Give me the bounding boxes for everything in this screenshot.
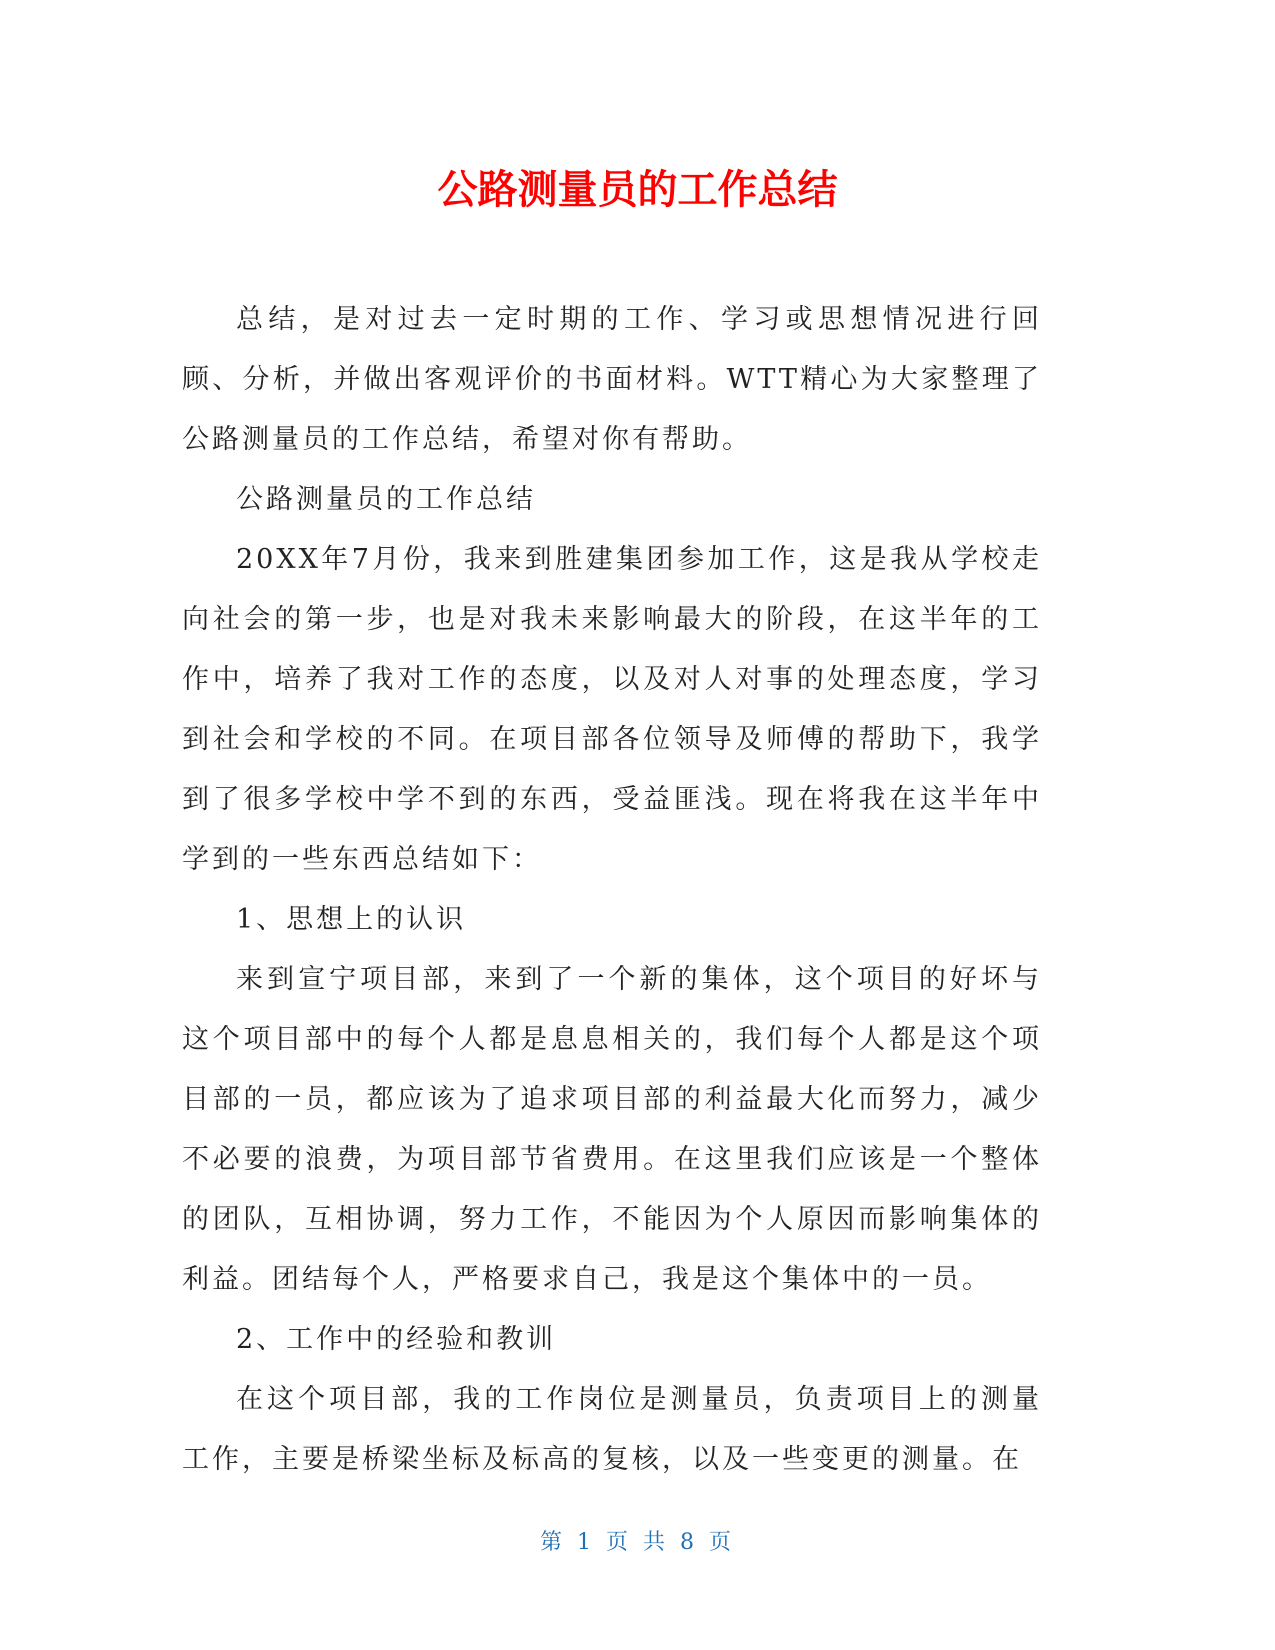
paragraph-intro: 总结，是对过去一定时期的工作、学习或思想情况进行回顾、分析，并做出客观评价的书面材料。WTT精心为大家整理了公路测量员的工作总结，希望对你有帮助。	[182, 304, 1042, 455]
page-number-footer: 第 1 页 共 8 页	[540, 1530, 735, 1555]
document-body	[182, 290, 1042, 1490]
paragraph-background: 20XX年7月份，我来到胜建集团参加工作，这是我从学校走向社会的第一步，也是对我未来影响最大的阶段，在这半年的工作中，培养了我对工作的态度，以及对人对事的处理态度，学习到社会和学校的不同。在项目部各位领导及师傅的帮助下，我学到了很多学校中学不到的东西，受益匪浅。现在将我在这半年中学到的一些东西总结如下：	[182, 544, 1042, 875]
paragraph-subtitle: 公路测量员的工作总结	[236, 484, 536, 515]
document-title: 公路测量员的工作总结	[437, 167, 838, 213]
section-heading-1: 1、思想上的认识	[236, 904, 467, 935]
paragraph-section-1: 来到宣宁项目部，来到了一个新的集体，这个项目的好坏与这个项目部中的每个人都是息息相关的，我们每个人都是这个项目部的一员，都应该为了追求项目部的利益最大化而努力，减少不必要的浪费，为项目部节省费用。在这里我们应该是一个整体的团队，互相协调，努力工作，不能因为个人原因而影响集体的利益。团结每个人，严格要求自己，我是这个集体中的一员。	[182, 964, 1042, 1295]
section-heading-2: 2、工作中的经验和教训	[236, 1324, 557, 1355]
paragraph-section-2: 在这个项目部，我的工作岗位是测量员，负责项目上的测量工作，主要是桥梁坐标及标高的复核，以及一些变更的测量。在	[182, 1384, 1042, 1475]
